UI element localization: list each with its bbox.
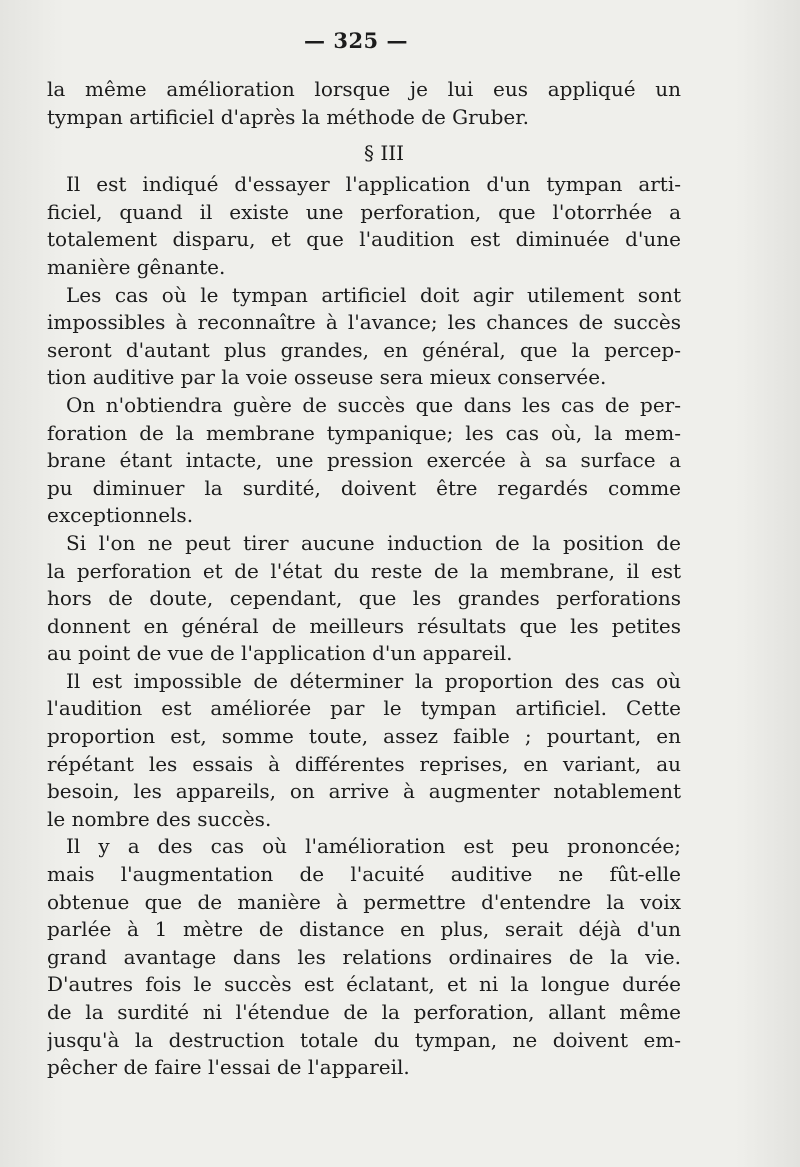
text-line: la perforation et de l'état du reste de la membrane, il est [47, 558, 681, 583]
text-line: jusqu'à la destruction totale du tympan, ne doivent em- [47, 1027, 681, 1052]
text-line: On n'obtiendra guère de succès que dans les cas de per- [66, 392, 681, 417]
text-line: D'autres fois le succès est éclatant, et ni la longue durée [47, 972, 681, 997]
text-line: tion auditive par la voie osseuse sera mieux conservée. [47, 365, 607, 390]
text-line: foration de la membrane tympanique; les cas où, la mem- [47, 420, 681, 445]
text-line: proportion est, somme toute, assez faible ; pourtant, en [47, 724, 681, 749]
text-line: grand avantage dans les relations ordinaires de la vie. [47, 944, 681, 969]
text-line: répétant les essais à différentes reprises, en variant, au [47, 751, 681, 776]
text-line: hors de doute, cependant, que les grandes perforations [47, 586, 681, 611]
text-line: manière gênante. [47, 254, 226, 279]
text-line: Si l'on ne peut tirer aucune induction de la position de [66, 530, 681, 555]
paragraph [47, 392, 681, 530]
text-line: exceptionnels. [47, 503, 194, 528]
paragraph [47, 282, 681, 392]
text-line: Il y a des cas où l'amélioration est peu prononcée; [66, 834, 681, 859]
text-line: Il est indiqué d'essayer l'application d'un tympan arti- [66, 172, 681, 197]
text-line: au point de vue de l'application d'un appareil. [47, 641, 513, 666]
paragraphs [47, 171, 681, 1082]
text-line: de la surdité ni l'étendue de la perforation, allant même [47, 1000, 681, 1024]
text-line: donnent en général de meilleurs résultats que les petites [47, 613, 681, 638]
body-text [47, 76, 681, 1082]
text-line: seront d'autant plus grandes, en général, que la percep- [47, 337, 681, 362]
text-line: Les cas où le tympan artificiel doit agir utilement sont [66, 282, 681, 307]
text-line: l'audition est améliorée par le tympan artificiel. Cette [47, 696, 681, 721]
text-line: brane étant intacte, une pression exercée à sa surface a [47, 448, 681, 473]
text-line: mais l'augmentation de l'acuité auditive ne fût-elle [47, 862, 681, 887]
paragraph [47, 833, 681, 1081]
text-line: ficiel, quand il existe une perforation, que l'otorrhée a [47, 199, 681, 224]
text-line: pêcher de faire l'essai de l'appareil. [47, 1055, 410, 1080]
text-line: Il est impossible de déterminer la proportion des cas où [66, 668, 681, 693]
text-line: totalement disparu, et que l'audition est diminuée d'une [47, 227, 681, 252]
section-heading: § III [363, 141, 405, 166]
text-line: pu diminuer la surdité, doivent être regardés comme [47, 475, 681, 500]
text-line: obtenue que de manière à permettre d'entendre la voix [47, 889, 681, 914]
text-line: impossibles à reconnaître à l'avance; les chances de succès [47, 310, 681, 335]
page-number: — 325 — [304, 28, 408, 53]
paragraph [47, 530, 681, 668]
paragraph [47, 668, 681, 834]
text-line: parlée à 1 mètre de distance en plus, serait déjà d'un [47, 917, 681, 942]
text-line: besoin, les appareils, on arrive à augmenter notablement [47, 779, 681, 804]
text-line: tympan artificiel d'après la méthode de Gruber. [47, 104, 529, 129]
text-line: le nombre des succès. [47, 806, 272, 831]
paragraph [47, 171, 681, 281]
text-line: la même amélioration lorsque je lui eus appliqué un [47, 77, 681, 101]
